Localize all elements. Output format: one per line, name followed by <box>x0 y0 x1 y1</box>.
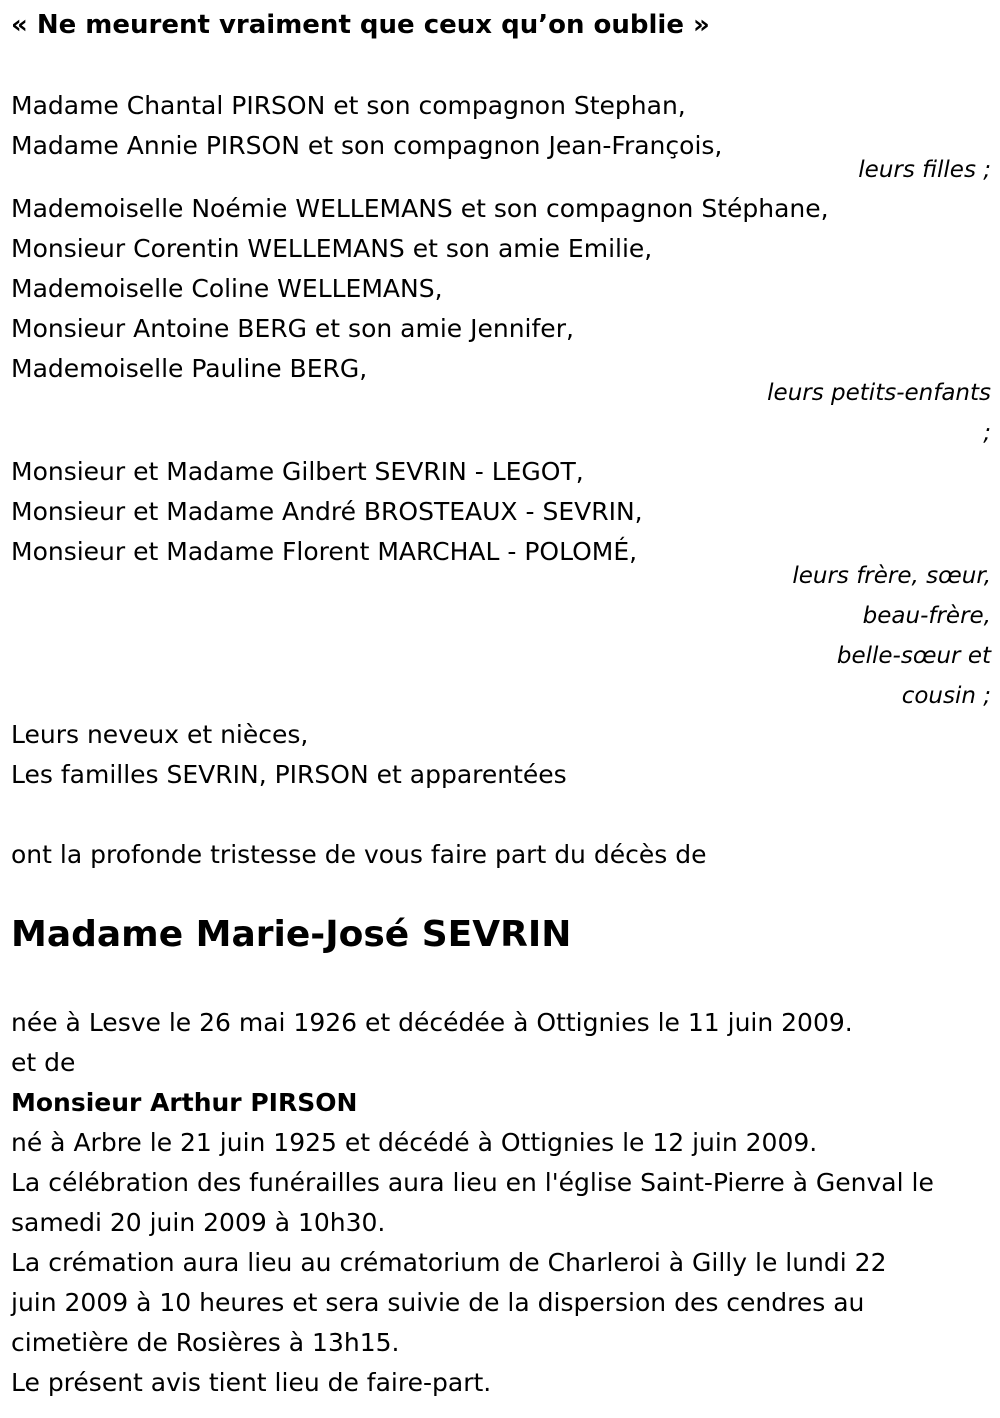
announcement-text: ont la profonde tristesse de vous faire part du décès de <box>11 840 707 869</box>
conjunction-text: et de <box>11 1048 76 1077</box>
relation-grandchildren-end: ; <box>983 420 991 446</box>
grandchild-line: Mademoiselle Pauline BERG, <box>11 354 368 383</box>
deceased-name: Madame Marie-José SEVRIN <box>11 914 572 955</box>
funeral-line: samedi 20 juin 2009 à 10h30. <box>11 1208 386 1237</box>
second-deceased-name: Monsieur Arthur PIRSON <box>11 1088 358 1117</box>
relation-siblings: belle-sœur et <box>836 643 991 669</box>
funeral-line: La célébration des funérailles aura lieu en l'église Saint-Pierre à Genval le <box>11 1168 934 1197</box>
grandchild-line: Mademoiselle Coline WELLEMANS, <box>11 274 443 303</box>
relation-daughters: leurs filles ; <box>858 157 991 183</box>
relatives-line: Les familles SEVRIN, PIRSON et apparentées <box>11 760 567 789</box>
closing-text: Le présent avis tient lieu de faire-part. <box>11 1368 492 1397</box>
deceased-birth-death: née à Lesve le 26 mai 1926 et décédée à Ottignies le 11 juin 2009. <box>11 1008 853 1037</box>
relation-siblings: cousin ; <box>901 683 991 709</box>
sibling-line: Monsieur et Madame Florent MARCHAL - POLOMÉ, <box>11 537 638 566</box>
cremation-line: cimetière de Rosières à 13h15. <box>11 1328 400 1357</box>
epigraph-quote: « Ne meurent vraiment que ceux qu’on oublie » <box>11 10 710 40</box>
relation-siblings: beau-frère, <box>862 603 991 629</box>
second-deceased-birth-death: né à Arbre le 21 juin 1925 et décédé à Ottignies le 12 juin 2009. <box>11 1128 818 1157</box>
cremation-line: La crémation aura lieu au crématorium de Charleroi à Gilly le lundi 22 <box>11 1248 887 1277</box>
cremation-line: juin 2009 à 10 heures et sera suivie de la dispersion des cendres au <box>11 1288 865 1317</box>
relatives-line: Leurs neveux et nièces, <box>11 720 309 749</box>
daughter-line: Madame Chantal PIRSON et son compagnon Stephan, <box>11 91 686 120</box>
grandchild-line: Mademoiselle Noémie WELLEMANS et son compagnon Stéphane, <box>11 194 829 223</box>
daughter-line: Madame Annie PIRSON et son compagnon Jean-François, <box>11 131 723 160</box>
grandchild-line: Monsieur Corentin WELLEMANS et son amie Emilie, <box>11 234 653 263</box>
relation-grandchildren: leurs petits-enfants <box>767 380 991 406</box>
grandchild-line: Monsieur Antoine BERG et son amie Jennifer, <box>11 314 574 343</box>
sibling-line: Monsieur et Madame Gilbert SEVRIN - LEGOT, <box>11 457 584 486</box>
sibling-line: Monsieur et Madame André BROSTEAUX - SEVRIN, <box>11 497 643 526</box>
relation-siblings: leurs frère, sœur, <box>792 563 991 589</box>
